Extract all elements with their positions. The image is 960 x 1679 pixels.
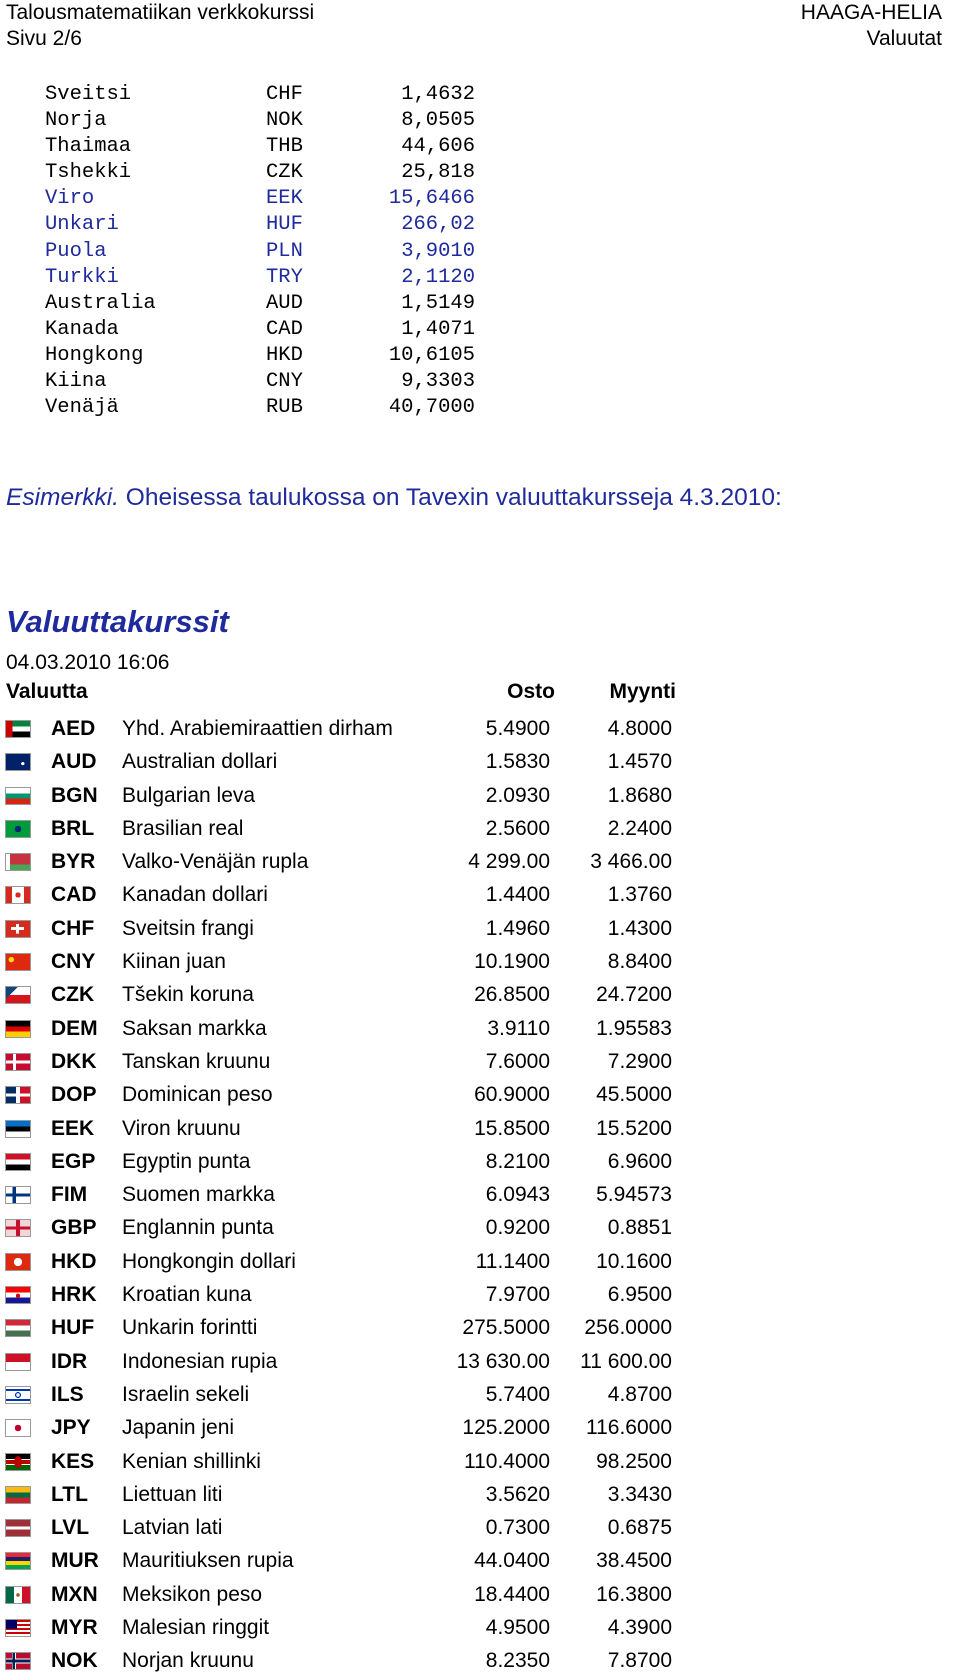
by-flag-icon xyxy=(5,853,31,871)
mx-flag-icon xyxy=(5,1586,31,1604)
currency-name: Egyptin punta xyxy=(122,1149,251,1173)
currency-name: Bulgarian leva xyxy=(122,783,256,807)
sell-rate: 1.4300 xyxy=(607,916,672,940)
rate-country: Puola xyxy=(45,239,107,263)
rate-code: EEK xyxy=(266,187,303,211)
rate-country: Hongkong xyxy=(45,343,144,367)
rate-code: PLN xyxy=(266,239,303,263)
currency-name: Valko-Venäjän rupla xyxy=(122,850,309,874)
br-flag-icon xyxy=(5,820,31,838)
rates-row-aud xyxy=(0,746,700,779)
buy-rate: 0.7300 xyxy=(485,1516,550,1540)
currency-code: CAD xyxy=(51,883,97,907)
sell-rate: 6.9500 xyxy=(607,1283,672,1307)
sell-rate: 10.1600 xyxy=(596,1249,672,1273)
rate-code: CNY xyxy=(266,370,303,394)
sell-rate: 0.6875 xyxy=(607,1516,672,1540)
rates-row-kes xyxy=(0,1446,700,1479)
currency-name: Suomen markka xyxy=(122,1183,275,1207)
currency-code: EEK xyxy=(51,1116,95,1140)
rates-row-dkk xyxy=(0,1046,700,1079)
rate-country: Unkari xyxy=(45,213,119,237)
fi-flag-icon xyxy=(5,1186,31,1204)
currency-name: Kiinan juan xyxy=(122,950,226,974)
page-header-left xyxy=(6,0,314,52)
sell-rate: 116.6000 xyxy=(585,1416,672,1440)
dk-flag-icon xyxy=(5,1053,31,1071)
de-flag-icon xyxy=(5,1020,31,1038)
sell-rate: 6.9600 xyxy=(607,1149,672,1173)
buy-rate: 11.1400 xyxy=(475,1249,550,1273)
rates-row-dem xyxy=(0,1013,700,1046)
sell-rate: 3.3430 xyxy=(607,1482,672,1506)
rates-row-eek xyxy=(0,1113,700,1146)
no-flag-icon xyxy=(5,1652,31,1670)
rate-code: HKD xyxy=(266,343,303,367)
sell-rate: 45.5000 xyxy=(596,1083,672,1107)
buy-rate: 5.7400 xyxy=(485,1382,550,1406)
mu-flag-icon xyxy=(5,1552,31,1570)
currency-code: BRL xyxy=(51,816,95,840)
rate-country: Sveitsi xyxy=(45,83,132,106)
rate-country: Kiina xyxy=(45,370,107,394)
example-paragraph xyxy=(6,484,782,512)
rates-row-egp xyxy=(0,1146,700,1179)
rate-value: 9,3303 xyxy=(401,370,475,394)
buy-rate: 0.9200 xyxy=(485,1216,550,1240)
sell-rate: 1.4570 xyxy=(607,750,672,774)
rates-row-nok xyxy=(0,1645,700,1678)
rate-country: Turkki xyxy=(45,265,119,289)
rates-datetime: 04.03.2010 16:06 xyxy=(6,651,170,674)
currency-code: LVL xyxy=(51,1516,90,1540)
currency-name: Australian dollari xyxy=(122,750,278,774)
buy-rate: 4.9500 xyxy=(485,1616,550,1640)
example-text: Oheisessa taulukossa on Tavexin valuuttakursseja 4.3.2010: xyxy=(118,484,782,511)
example-label: Esimerkki. xyxy=(6,484,119,511)
sell-rate: 0.8851 xyxy=(607,1216,672,1240)
rate-code: THB xyxy=(266,135,303,159)
currency-code: EGP xyxy=(51,1149,96,1173)
currency-code: AUD xyxy=(51,750,97,774)
currency-name: Englannin punta xyxy=(122,1216,274,1240)
rate-value: 2,1120 xyxy=(401,265,475,289)
currency-name: Brasilian real xyxy=(122,816,244,840)
rates-row-byr xyxy=(0,846,700,879)
il-flag-icon xyxy=(5,1386,31,1404)
currency-name: Latvian lati xyxy=(122,1516,223,1540)
rates-row-dop xyxy=(0,1079,700,1112)
rate-value: 1,5149 xyxy=(401,291,475,315)
page-number: Sivu 2/6 xyxy=(6,27,82,50)
bg-flag-icon xyxy=(5,787,31,805)
buy-rate: 5.4900 xyxy=(485,717,550,740)
buy-rate: 8.2350 xyxy=(485,1649,550,1673)
buy-rate: 1.5830 xyxy=(485,750,550,774)
currency-code: NOK xyxy=(51,1649,98,1673)
cn-flag-icon xyxy=(5,953,31,971)
currency-code: DKK xyxy=(51,1049,97,1073)
rate-value: 3,9010 xyxy=(401,239,475,263)
column-sell: Myynti xyxy=(609,680,676,703)
currency-name: Hongkongin dollari xyxy=(122,1249,296,1273)
rate-code: CZK xyxy=(266,161,303,185)
currency-code: BYR xyxy=(51,850,96,874)
id-flag-icon xyxy=(5,1353,31,1371)
rates-row-huf xyxy=(0,1312,700,1345)
sell-rate: 16.3800 xyxy=(596,1582,672,1606)
ch-flag-icon xyxy=(5,920,31,938)
hk-flag-icon xyxy=(5,1253,31,1271)
currency-code: IDR xyxy=(51,1349,88,1373)
currency-name: Yhd. Arabiemiraattien dirham xyxy=(122,717,393,740)
sell-rate: 8.8400 xyxy=(607,950,672,974)
sell-rate: 15.5200 xyxy=(596,1116,672,1140)
buy-rate: 10.1900 xyxy=(474,950,550,974)
sell-rate: 1.95583 xyxy=(596,1016,672,1040)
rates-row-cny xyxy=(0,946,700,979)
currency-code: MXN xyxy=(51,1582,98,1606)
currency-code: JPY xyxy=(51,1416,91,1440)
rate-country: Thaimaa xyxy=(45,135,132,159)
currency-code: BGN xyxy=(51,783,98,807)
rate-value: 1,4071 xyxy=(401,317,475,341)
currency-code: LTL xyxy=(51,1482,88,1506)
sell-rate: 24.7200 xyxy=(596,983,672,1007)
currency-name: Viron kruunu xyxy=(122,1116,241,1140)
currency-name: Mauritiuksen rupia xyxy=(122,1549,294,1573)
currency-code: CHF xyxy=(51,916,95,940)
rates-row-mxn xyxy=(0,1579,700,1612)
rate-code: AUD xyxy=(266,291,303,315)
rates-row-ltl xyxy=(0,1479,700,1512)
buy-rate: 3.5620 xyxy=(485,1482,550,1506)
buy-rate: 7.9700 xyxy=(485,1283,550,1307)
sell-rate: 38.4500 xyxy=(596,1549,672,1573)
rates-row-jpy xyxy=(0,1412,700,1445)
sell-rate: 11 600.00 xyxy=(580,1349,672,1373)
currency-code: MUR xyxy=(51,1549,99,1573)
buy-rate: 60.9000 xyxy=(474,1083,550,1107)
hr-flag-icon xyxy=(5,1286,31,1304)
rates-row-brl xyxy=(0,813,700,846)
currency-code: CZK xyxy=(51,983,95,1007)
buy-rate: 275.5000 xyxy=(462,1316,550,1340)
currency-name: Malesian ringgit xyxy=(122,1616,270,1640)
do-flag-icon xyxy=(5,1086,31,1104)
column-currency: Valuutta xyxy=(6,680,88,703)
currency-code: DEM xyxy=(51,1016,98,1040)
rates-row-bgn xyxy=(0,780,700,813)
currency-name: Kenian shillinki xyxy=(122,1449,261,1473)
rates-row-idr xyxy=(0,1346,700,1379)
buy-rate: 1.4960 xyxy=(485,916,550,940)
buy-rate: 15.8500 xyxy=(474,1116,550,1140)
currency-name: Israelin sekeli xyxy=(122,1382,250,1406)
buy-rate: 1.4400 xyxy=(485,883,550,907)
buy-rate: 13 630.00 xyxy=(456,1349,550,1373)
currency-name: Dominican peso xyxy=(122,1083,273,1107)
currency-name: Sveitsin frangi xyxy=(122,916,254,940)
currency-code: ILS xyxy=(51,1382,84,1406)
sell-rate: 2.2400 xyxy=(607,816,672,840)
sell-rate: 1.3760 xyxy=(607,883,672,907)
sell-rate: 7.2900 xyxy=(607,1049,672,1073)
buy-rate: 4 299.00 xyxy=(468,850,550,874)
rate-country: Norja xyxy=(45,109,107,133)
sell-rate: 4.8000 xyxy=(607,717,672,740)
cz-flag-icon xyxy=(5,986,31,1004)
rate-country: Tshekki xyxy=(45,161,132,185)
rates-table xyxy=(0,713,700,1679)
rates-row-ils xyxy=(0,1379,700,1412)
lt-flag-icon xyxy=(5,1486,31,1504)
page-header-right xyxy=(801,0,942,52)
sell-rate: 4.8700 xyxy=(607,1382,672,1406)
column-buy: Osto xyxy=(507,680,555,703)
rate-value: 40,7000 xyxy=(388,396,475,420)
lv-flag-icon xyxy=(5,1519,31,1537)
buy-rate: 44.0400 xyxy=(474,1549,550,1573)
rates-row-mur xyxy=(0,1545,700,1578)
rates-row-czk xyxy=(0,979,700,1012)
rates-row-hrk xyxy=(0,1279,700,1312)
rate-code: TRY xyxy=(266,265,303,289)
eg-flag-icon xyxy=(5,1153,31,1171)
rate-value: 10,6105 xyxy=(388,343,475,367)
buy-rate: 18.4400 xyxy=(474,1582,550,1606)
rate-country: Venäjä xyxy=(45,396,119,420)
buy-rate: 7.6000 xyxy=(485,1049,550,1073)
buy-rate: 125.2000 xyxy=(462,1416,550,1440)
currency-name: Norjan kruunu xyxy=(122,1649,254,1673)
ae-flag-icon xyxy=(5,720,31,738)
sell-rate: 7.8700 xyxy=(607,1649,672,1673)
currency-code: DOP xyxy=(51,1083,97,1107)
currency-name: Tšekin koruna xyxy=(122,983,254,1007)
currency-code: FIM xyxy=(51,1183,88,1207)
rate-value: 44,606 xyxy=(401,135,475,159)
buy-rate: 110.4000 xyxy=(463,1449,550,1473)
currency-code: HUF xyxy=(51,1316,95,1340)
currency-name: Kanadan dollari xyxy=(122,883,268,907)
buy-rate: 8.2100 xyxy=(485,1149,550,1173)
rates-row-gbp xyxy=(0,1212,700,1245)
rates-title: Valuuttakurssit xyxy=(6,604,229,639)
currency-code: MYR xyxy=(51,1616,98,1640)
currency-code: CNY xyxy=(51,950,96,974)
buy-rate: 2.5600 xyxy=(485,816,550,840)
currency-name: Meksikon peso xyxy=(122,1582,263,1606)
rate-value: 15,6466 xyxy=(388,187,475,211)
rate-code: HUF xyxy=(266,213,303,237)
my-flag-icon xyxy=(5,1619,31,1637)
rates-row-myr xyxy=(0,1612,700,1645)
currency-name: Liettuan liti xyxy=(122,1482,223,1506)
sell-rate: 4.3900 xyxy=(607,1616,672,1640)
buy-rate: 2.0930 xyxy=(485,783,550,807)
ke-flag-icon xyxy=(5,1453,31,1471)
sell-rate: 256.0000 xyxy=(584,1316,672,1340)
buy-rate: 6.0943 xyxy=(485,1183,550,1207)
section-name: Valuutat xyxy=(866,27,942,50)
rate-value: 1,4632 xyxy=(401,83,475,106)
au-flag-icon xyxy=(5,753,31,771)
sell-rate: 1.8680 xyxy=(607,783,672,807)
course-title: Talousmatematiikan verkkokurssi xyxy=(6,1,315,24)
currency-name: Kroatian kuna xyxy=(122,1283,252,1307)
rates-row-chf xyxy=(0,913,700,946)
rate-value: 25,818 xyxy=(401,161,475,185)
rate-country: Australia xyxy=(45,291,156,315)
currency-name: Saksan markka xyxy=(122,1016,267,1040)
hu-flag-icon xyxy=(5,1319,31,1337)
rate-country: Kanada xyxy=(45,317,119,341)
rate-value: 8,0505 xyxy=(401,109,475,133)
rate-code: RUB xyxy=(266,396,303,420)
currency-name: Indonesian rupia xyxy=(122,1349,278,1373)
ca-flag-icon xyxy=(5,886,31,904)
sell-rate: 98.2500 xyxy=(596,1449,672,1473)
rate-code: CHF xyxy=(266,83,303,106)
currency-code: AED xyxy=(51,717,96,740)
ee-flag-icon xyxy=(5,1120,31,1138)
rates-row-fim xyxy=(0,1179,700,1212)
rate-value: 266,02 xyxy=(401,213,475,237)
currency-name: Japanin jeni xyxy=(122,1416,235,1440)
sell-rate: 3 466.00 xyxy=(590,850,672,874)
buy-rate: 3.9110 xyxy=(487,1016,550,1040)
rates-table-header xyxy=(6,680,676,710)
currency-name: Unkarin forintti xyxy=(122,1316,258,1340)
rates-row-hkd xyxy=(0,1246,700,1279)
rate-code: NOK xyxy=(266,109,303,133)
rates-row-lvl xyxy=(0,1512,700,1545)
rates-row-cad xyxy=(0,879,700,912)
buy-rate: 26.8500 xyxy=(474,983,550,1007)
sell-rate: 5.94573 xyxy=(596,1183,672,1207)
rate-country: Viro xyxy=(45,187,95,211)
rate-code: CAD xyxy=(266,317,303,341)
currency-code: HKD xyxy=(51,1249,97,1273)
institution-name: HAAGA-HELIA xyxy=(800,1,942,24)
jp-flag-icon xyxy=(5,1419,31,1437)
currency-code: HRK xyxy=(51,1283,97,1307)
currency-name: Tanskan kruunu xyxy=(122,1049,271,1073)
gb-flag-icon xyxy=(5,1219,31,1237)
currency-code: GBP xyxy=(51,1216,97,1240)
currency-code: KES xyxy=(51,1449,95,1473)
rates-row-aed xyxy=(0,713,700,746)
